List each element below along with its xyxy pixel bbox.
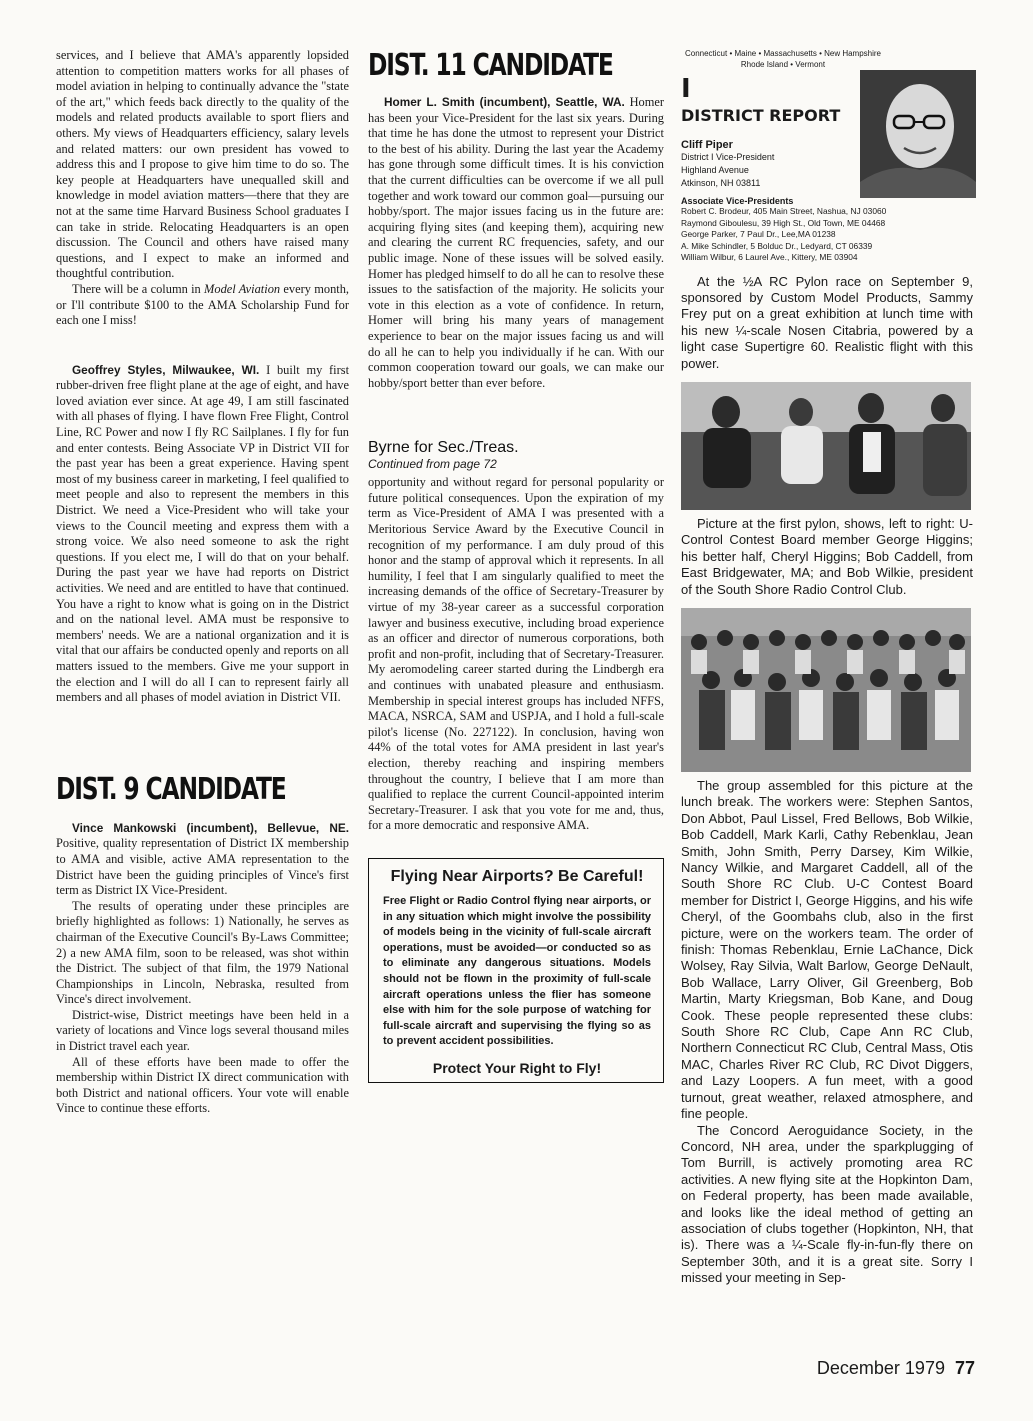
byrne-statement: opportunity and without regard for personal popularity or future political consequences. Upon the expiration of my term as Vice-President of AMA I was presented with a Meritorious Service Award by the Executive Council in recognition of my performance. I am duly proud of this honor and the stamp of approval which it represents. In all humility, I feel that I am singularly qualified to meet the increasing demands of the office of Secretary-Treasurer by virtue of my 38-year career as a successful corporation lawyer and business executive, including broad experience as an officer and director of numerous corporations, both profit and non-profit, including that of Secretary-Treasurer. My aeromodeling career started during the Lindbergh era and continues with unabated pleasure and enthusiasm. Membership in special interest groups has included NFFS, MACA, NSRCA, SAM and USPJA, and I hold a full-scale pilot's license (No. 227122). In conclusion, having won 44% of the total votes for AMA president in last year's election, thereby reaching and inspiring members throughout the country, I believe that I am more than qualified to replace the current Council-appointed interim Secretary-Treasurer. I ask that you vote for me and, thus, for a more democratic and responsive AMA. — [368, 475, 664, 833]
vince-statement — [56, 821, 349, 899]
associates-title: Associate Vice-Presidents — [681, 196, 794, 206]
page-footer — [817, 1358, 975, 1379]
column-3 — [681, 48, 973, 1287]
vp-name: Cliff Piper — [681, 139, 733, 151]
spacer — [56, 329, 349, 363]
column-2 — [368, 48, 664, 1083]
district-report-title: DISTRICT REPORT — [681, 106, 841, 125]
homer-statement — [368, 95, 664, 391]
safety-box-body: Free Flight or Radio Control flying near airports, or in any situation which might involve the possibility of models being in the vicinity of full-scale aircraft operations, must be avoided—or conducted so as to eliminate any dangerous situations. Models should not be flown in the proximity of full-scale aircraft operations unless the flier has someone else with him for the sole purpose of watching for full-scale aircraft and supervising the flying so as to prevent accident possibilities. — [383, 894, 651, 1048]
vince-paragraph-3: District-wise, District meetings have been held in a variety of locations and Vince logs several thousand miles in District travel each year. — [56, 1007, 349, 1054]
candidate-name: Vince Mankowski (incumbent), Bellevue, NE. — [72, 820, 349, 835]
dist9-headline: DIST. 9 CANDIDATE — [56, 771, 286, 807]
spacer — [368, 83, 664, 95]
safety-box-footer: Protect Your Right to Fly! — [432, 1059, 602, 1076]
safety-box-title: Flying Near Airports? Be Careful! — [390, 867, 644, 885]
candidate-name: Homer L. Smith (incumbent), Seattle, WA. — [384, 95, 625, 109]
associate-line: Robert C. Brodeur, 405 Main Street, Nashua, NJ 03060 — [681, 206, 887, 216]
text-run: every month, or I'll contribute $100 to the AMA Scholarship Fund for each one I miss! — [56, 281, 349, 328]
vp-address-1: Highland Avenue — [681, 165, 749, 175]
associate-line: William Wilbur, 6 Laurel Ave., Kittery, ME 03904 — [681, 252, 858, 262]
spacer — [56, 706, 349, 772]
district-states: Connecticut • Maine • Massachusetts • New Hampshire Rhode Island • Vermont — [684, 49, 882, 69]
pylon-intro: At the ½A RC Pylon race on September 9, sponsored by Custom Model Products, Sammy Frey put on a great exhibition at lunch time with his new ¼-scale Nosen Citabria, powered by a light case Supertigre 60. Realistic flight with this power. — [681, 273, 973, 371]
vp-address-2: Atkinson, NH 03811 — [681, 178, 761, 188]
spacer — [368, 391, 664, 439]
safety-box — [368, 858, 664, 1083]
spacer — [56, 807, 349, 821]
group-caption: The group assembled for this picture at the lunch break. The workers were: Stephen Santos, Don Abbot, Paul Lissel, Fred Bellows, Bob Wilkie, Bob Caddell, Mark Karli, Cathy Rebenklau, Jean Smith, John Smith, Perry Darsey, Kim Wilkie, Nancy Wilkie, and Margaret Caddell, all of the South Shore RC Club. U-C Contest Board member for District I, George Higgins, and his wife Cheryl, of the Goombahs club, also in the first picture, were on the workers team. The order of finish: Thomas Rebenklau, Ernie LaChance, Dick Wolsey, Ray Silvia, Walt Barlow, George DeNault, Bob Wallace, Larry Oliver, Gil Greenberg, Bob Martin, Marty Kriegsman, Bob Kane, and Doug Cook. These people represented these clubs: South Shore RC Club, Cape Ann RC Club, Northern Connecticut RC Club, Central Mass, Otis MAC, Charles River RC Club, RC Divot Diggers, and Lazy Loopers. A fun meet, with a good turnout, great weather, relaxed atmosphere, and fine people. — [681, 777, 973, 1122]
vince-paragraph-2: The results of operating under these principles are briefly highlighted as follows: 1) Nationally, he serves as chairman of the Executive Council's By-Laws Committee; 2) a new AMA film, soon to be released, was shot within the District. The subject of that film, the 1979 National Championships in Lincoln, Nebraska, resulted from Vince's direct involvement. — [56, 898, 349, 1007]
pylon-photo — [681, 382, 971, 510]
page-number: 77 — [954, 1358, 975, 1378]
continued-note: Continued from page 72 — [368, 457, 497, 472]
associate-line: A. Mike Schindler, 5 Bolduc Dr., Ledyard, CT 06339 — [681, 240, 873, 251]
text-run: I built my first rubber-driven free flight plane at the age of eight, and have loved aviation ever since. At age 49, I am still fascinated with all phases of flying. I have flown Free Flight, Control Line, RC Power and now I fly RC Sailplanes. I fly for fun and enter contests. Being Associate VP in District VII for the past year has been a great experience. Having spent most of my business career in marketing, I feel qualified to meet people and also to represent the members in this District. We need a Vice-President who will take your views to the Council meeting and express them with a strong voice. We also need someone to ask the right questions. If you elect me, I will do that on your behalf. During the past year we have had reports on District activities. We need and are entitled to have that continued. You have a right to know what is going on in the District and on the national level. AMA must be responsive to members' needs. We are a national organization and it is vital that our affairs be conducted openly and reports on all matters issued to the members. Give me your support in the election and I will do all I can to represent fairly all members and all phases of model aviation in District VII. — [56, 362, 350, 705]
vp-role: District I Vice-President — [681, 152, 775, 162]
concord-paragraph: The Concord Aeroguidance Society, in the Concord, NH area, under the sparkplugging of Tom Burrill, is actively promoting area RC activities. A new flying site at the Hopkinton Dam, on Federal property, has been made available, and looks like the ideal method of getting an association of clubs together (Hopkinton, NH, that is). There was a ¼-Scale fly-in-fun-fly there on September 30th, and it is a great site. Sorry I missed your meeting in Sep- — [681, 1122, 973, 1286]
candidate-name: Geoffrey Styles, Milwaukee, WI. — [72, 362, 260, 377]
issue-date: December 1979 — [816, 1358, 945, 1378]
magazine-name: Model Aviation — [204, 281, 281, 296]
text-run: There will be a column in — [72, 281, 205, 296]
vp-portrait — [860, 70, 976, 198]
pylon-photo-image — [681, 382, 971, 510]
text-run: Positive, quality representation of District IX membership to AMA and visible, active AMA representation to the District have been the guiding principles of Vince's first term as District IX Vice-President. — [56, 836, 349, 898]
byrne-headline: Byrne for Sec./Treas. — [368, 439, 519, 457]
col1-paragraph-1: services, and I believe that AMA's apparently lopsided attention to competition matters works for all phases of model aviation in helping to continually advance the "state of the art," which feeds back directly to the quality of the models and related products available to sport fliers and others. My views of Headquarters efficiency, salary levels and related matters: our own president has vowed to address this and I propose to give him time to do so. The key people at Headquarters have unequalled skill and knowledge in model aviation matters—there that they are not at the same time Harvard Business School graduates I can take in stride. Relocating Headquarters is an open discussion. The Council and others have raised many questions, and I expect to make an informed and thoughtful contribution. — [56, 48, 349, 281]
pylon-caption: Picture at the first pylon, shows, left to right: U-Control Contest Board member George Higgins; his better half, Cheryl Higgins; Bob Caddell, from East Bridgewater, MA; and Bob Wilkie, president of the South Shore Radio Control Club. — [681, 515, 973, 597]
column-1 — [56, 48, 349, 1117]
associate-line: Raymond Giboulesu, 39 High St., Old Town, ME 04468 — [681, 217, 886, 228]
group-photo-image — [681, 608, 971, 772]
styles-statement — [56, 363, 349, 706]
vince-paragraph-4: All of these efforts have been made to offer the membership within District IX direct communication with both District and national officers. Your vote will enable Vince to continue these efforts. — [56, 1054, 349, 1116]
associate-line: George Parker, 7 Paul Dr., Lee,MA 01238 — [681, 229, 836, 239]
dist11-headline: DIST. 11 CANDIDATE — [368, 48, 613, 83]
text-run: Homer has been your Vice-President for the last six years. During that time he has done the utmost to represent your District to the best of his ability. During the last year the Academy has gone through some difficult times. It is his conviction that the current difficulties can be overcome if we all pull together and work toward our common goal—pursuing our hobby/sport. The major issues facing us in the future are: acquiring flying sites (and keeping them), acquiring new and clearing the current RC frequencies, safety, and our public image. None of these issues will be solved easily. Homer has pledged himself to do all he can to resolve these issues to the satisfaction of the majority. He solicits your vote in this election as a vote of confidence. In return, Homer will bring his many years of management experience to bear on the major issues facing us and will do all he can to help you individually if he can. With our common cooperation toward our goals, we can make our hobby/sport better than ever before. — [368, 95, 664, 390]
col1-paragraph-2 — [56, 282, 349, 329]
vp-portrait-image — [860, 70, 976, 198]
district-numeral: I — [681, 74, 691, 104]
group-photo — [681, 608, 971, 772]
spacer — [681, 264, 973, 274]
